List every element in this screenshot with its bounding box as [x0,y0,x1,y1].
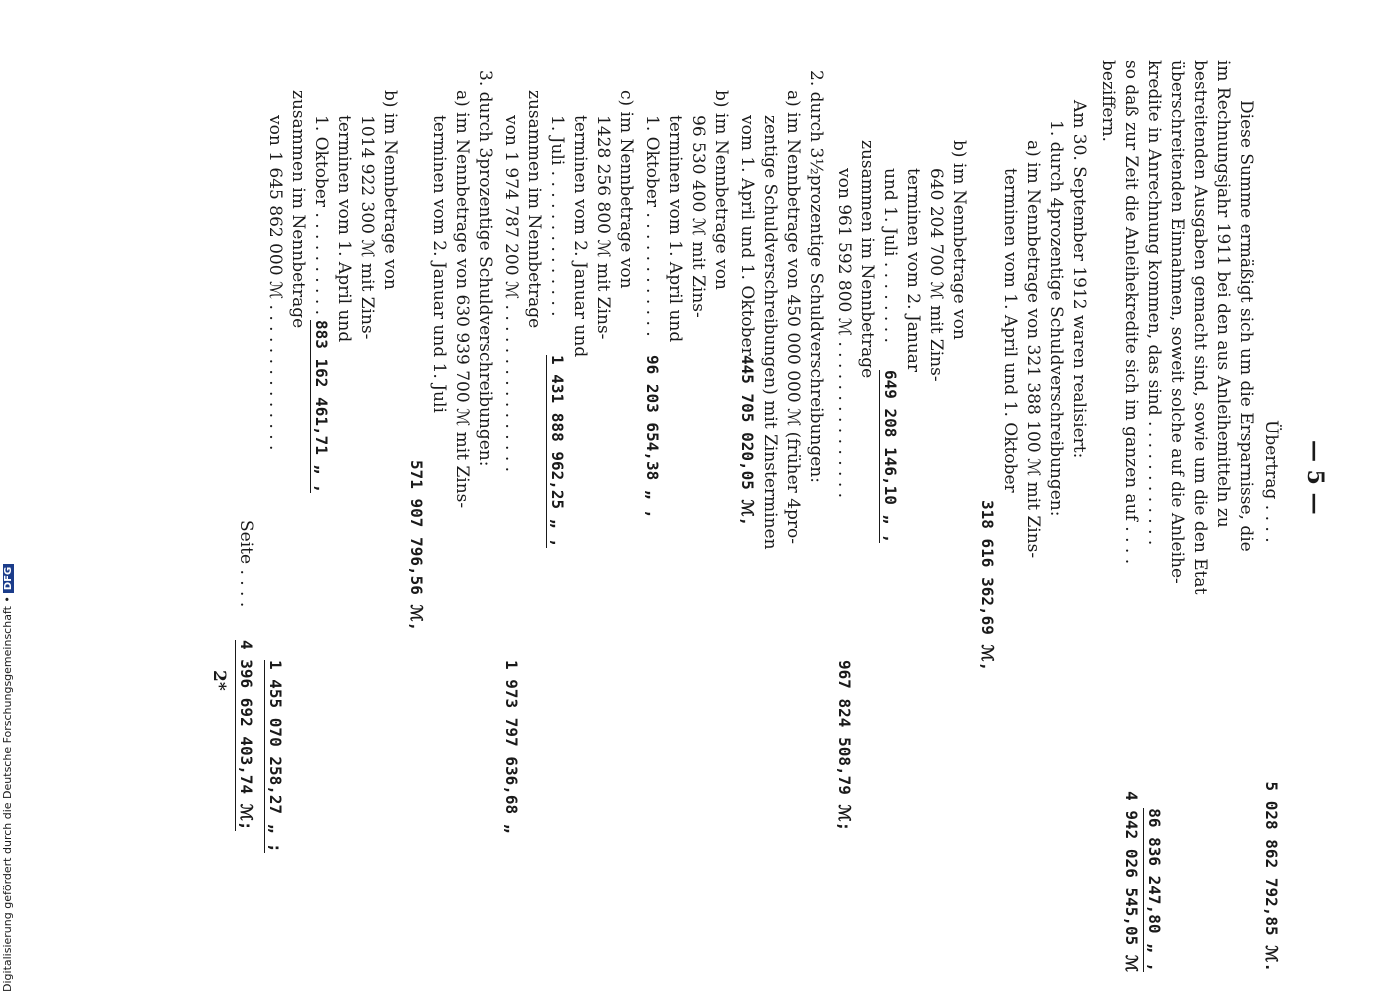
s2-a-line: zentige Schuldverschreibungen) mit Zinsterminen [760,115,780,550]
s2-a-value: 445 705 020,05 ℳ, [738,355,757,527]
signature-mark: 2* [209,670,229,691]
s1-total: 967 824 508,79 ℳ; [835,660,854,832]
digitization-note-text: Digitalisierung gefördert durch die Deutsche Forschungsgemeinschaft • [1,596,14,992]
s3-a-value: 571 907 796,56 ℳ, [407,460,426,632]
s2-c-line: 1428 256 800 ℳ mit Zins- [593,115,613,340]
s1-b-line: zusammen im Nennbetrage [857,140,877,379]
para1-line: im Rechnungsjahr 1911 bei den aus Anleihemitteln zu [1213,60,1233,528]
s2-c-line: terminen vom 2. Januar und [570,115,590,358]
realisiert-heading: Am 30. September 1912 waren realisiert: [1069,100,1089,459]
s1-b-line: b) im Nennbetrage von [949,140,969,340]
s2-c-line: zusammen im Nennbetrage [524,90,544,329]
s2-title: 2. durch 3½prozentige Schuldverschreibungen: [806,70,826,483]
s1-b-line: und 1. Juli . . . . . . . . [880,168,900,343]
s2-a-line: a) im Nennbetrage von 450 000 000 ℳ (früher 4pro- [783,90,803,545]
digitization-note [1,564,14,992]
s2-b-line: b) im Nennbetrage von [711,90,731,290]
s3-a-line: terminen vom 2. Januar und 1. Juli [429,115,449,413]
uebertrag-value: 5 028 862 792,85 ℳ. [1262,781,1281,972]
s2-b-line: terminen vom 1. April und [665,115,685,343]
s3-total: 1 455 070 258,27 „ ; [266,660,285,853]
s3-b-line: 1. Oktober . . . . . . . . . . . [311,115,331,326]
s2-c-line: 1. Juli . . . . . . . . . . . . . . [547,115,567,317]
s1-title: 1. durch 4prozentige Schuldverschreibungen: [1046,120,1066,517]
para1-value-reduction: 86 836 247,80 „ , [1145,808,1164,972]
document-page [21,20,1361,980]
s2-b-line: 1. Oktober . . . . . . . . . . . . [642,115,662,337]
s1-b-value: 649 208 146,10 „ , [881,370,900,544]
s2-b-value: 96 203 654,38 „ , [643,355,662,519]
para1-line: kredite in Anrechnung kommen, das sind . . . . . . . . . . . . [1144,60,1164,546]
s1-b-line: terminen vom 2. Januar [903,168,923,373]
s1-b-line: von 961 592 800 ℳ . . . . . . . . . . . . . . . [834,168,854,499]
s3-b-line: terminen vom 1. April und [334,115,354,343]
para1-line: so daß zur Zeit die Anleihekredite sich im ganzen auf . . . . [1121,60,1141,565]
dfg-logo: DFG [3,564,14,593]
s2-c-line: c) im Nennbetrage von [616,90,636,289]
s3-b-line: 1014 922 300 ℳ mit Zins- [357,115,377,340]
s1-b-line: 640 204 700 ℳ mit Zins- [926,168,946,382]
s3-b-value: 883 162 461,71 „ , [312,320,331,494]
s2-total: 1 973 797 636,68 „ [502,660,521,834]
page-header: — 5 — [1302,440,1328,515]
para1-line: überschreitenden Einnahmen, soweit solche auf die Anleihe- [1167,60,1187,584]
s2-b-line: 96 530 400 ℳ mit Zins- [688,115,708,318]
s3-b-line: b) im Nennbetrage von [380,90,400,290]
para1-value-total: 4 942 026 545,05 ℳ [1122,791,1141,972]
s1-a-line: terminen vom 1. April und 1. Oktober [1000,168,1020,493]
para1-line: bestreitenden Ausgaben gemacht sind, sowie um die den Etat [1190,60,1210,595]
s1-a-value: 318 616 362,69 ℳ, [978,500,997,672]
s2-a-line: vom 1. April und 1. Oktober [737,115,757,356]
seite-label: Seite . . . . [236,520,256,608]
s1-a-line: a) im Nennbetrage von 321 388 100 ℳ mit Zins- [1023,140,1043,559]
s2-c-value: 1 431 888 962,25 „ , [548,355,567,548]
uebertrag-label: Übertrag . . . . [1261,420,1281,543]
s3-b-line: von 1 645 862 000 ℳ . . . . . . . . . . . . . . [265,115,285,451]
s2-c-line: von 1 974 787 200 ℳ . . . . . . . . . . . . . . . . [501,115,521,473]
s3-a-line: a) im Nennbetrage von 630 939 700 ℳ mit Zins- [452,90,472,509]
seite-value: 4 396 692 403,74 ℳ; [237,640,256,831]
s3-b-line: zusammen im Nennbetrage [288,90,308,329]
para1-line: beziffern. [1098,60,1118,142]
s3-title: 3. durch 3prozentige Schuldverschreibungen: [475,70,495,467]
para1-line: Diese Summe ermäßigt sich um die Ersparnisse, die [1236,100,1256,552]
